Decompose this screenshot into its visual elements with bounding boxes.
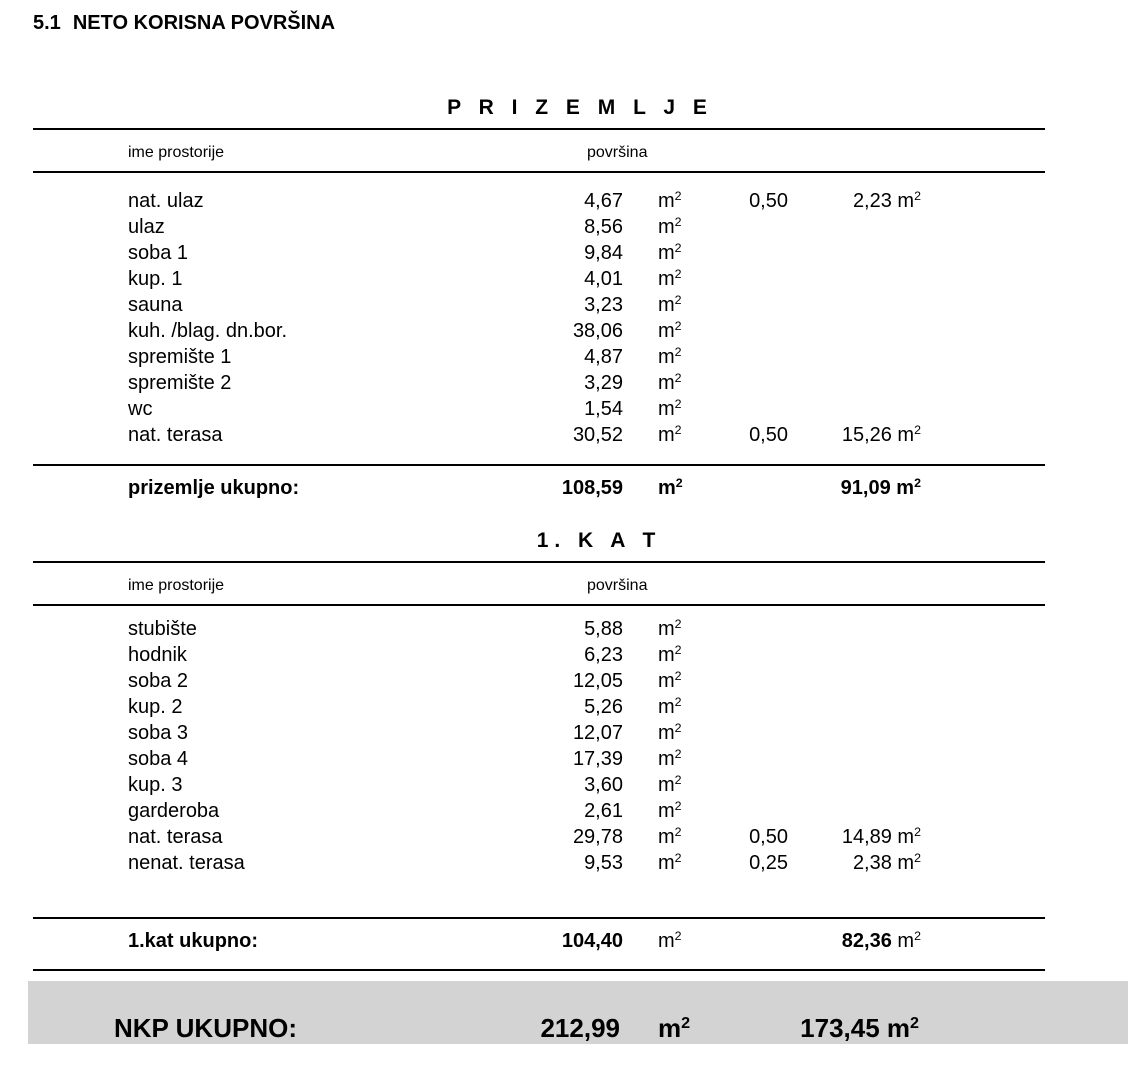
room-area: 30,52: [572, 424, 623, 446]
divider: [33, 171, 1045, 173]
total-reduced: 91,09 $m^2$: [840, 476, 921, 499]
grand-total-unit: $m^2$: [658, 1013, 691, 1043]
room-name: nat. ulaz: [128, 190, 204, 212]
room-reduced-area: 2,38 $m^2$: [852, 851, 921, 874]
room-area: 3,60: [584, 774, 623, 796]
room-row: [0, 216, 1128, 242]
room-name: soba 4: [128, 748, 189, 770]
room-name: nenat. terasa: [128, 852, 245, 874]
room-name: wc: [128, 398, 153, 420]
room-name: ulaz: [128, 216, 165, 238]
room-unit: $m^2$: [658, 371, 682, 394]
section-number: 5.1: [33, 12, 61, 34]
room-area: 38,06: [572, 320, 623, 342]
column-header-name: ime prostorije: [128, 577, 225, 594]
room-unit: $m^2$: [658, 851, 682, 874]
room-name: sauna: [128, 294, 183, 316]
room-area: 5,26: [584, 696, 623, 718]
room-name: kup. 3: [128, 774, 183, 796]
room-row: [0, 398, 1128, 424]
grand-total-reduced: 173,45 $m^2$: [800, 1013, 919, 1043]
divider: [33, 969, 1045, 971]
room-row: [0, 644, 1128, 670]
room-area: 9,53: [584, 852, 623, 874]
room-name: soba 3: [128, 722, 189, 744]
document-title: [33, 12, 335, 35]
room-coefficient: 0,25: [749, 852, 788, 874]
room-area: 29,78: [572, 826, 623, 848]
room-unit: $m^2$: [658, 669, 682, 692]
room-area: 17,39: [572, 748, 623, 770]
room-row: [0, 670, 1128, 696]
room-row: [0, 294, 1128, 320]
total-unit: $m^2$: [658, 476, 683, 499]
room-area: 3,29: [584, 372, 623, 394]
floor-title-first: 1. K A T: [536, 529, 662, 552]
divider: [33, 561, 1045, 563]
divider: [33, 128, 1045, 130]
room-unit: $m^2$: [658, 773, 682, 796]
room-unit: $m^2$: [658, 799, 682, 822]
room-name: nat. terasa: [128, 424, 223, 446]
room-area: 12,07: [572, 722, 623, 744]
room-name: kup. 2: [128, 696, 183, 718]
room-name: spremište 1: [128, 346, 232, 368]
room-unit: $m^2$: [658, 293, 682, 316]
room-coefficient: 0,50: [749, 826, 788, 848]
room-row: [0, 696, 1128, 722]
room-reduced-area: 14,89 $m^2$: [841, 825, 921, 848]
column-header-name: ime prostorije: [128, 144, 225, 161]
room-unit: $m^2$: [658, 825, 682, 848]
room-unit: $m^2$: [658, 747, 682, 770]
room-row: [0, 346, 1128, 372]
room-unit: $m^2$: [658, 695, 682, 718]
room-row: [0, 424, 1128, 450]
column-header-area: površina: [587, 577, 648, 594]
room-unit: $m^2$: [658, 189, 682, 212]
room-area: 6,23: [584, 644, 623, 666]
total-area: 104,40: [561, 930, 623, 952]
room-row: [0, 748, 1128, 774]
room-area: 12,05: [572, 670, 623, 692]
grand-total-bar: [28, 981, 1128, 1044]
room-unit: $m^2$: [658, 423, 682, 446]
first-floor-total-row: [0, 930, 1128, 956]
total-label: prizemlje ukupno:: [128, 477, 300, 499]
room-row: [0, 722, 1128, 748]
room-unit: $m^2$: [658, 345, 682, 368]
room-name: soba 2: [128, 670, 189, 692]
total-unit: $m^2$: [658, 929, 682, 952]
room-area: 8,56: [584, 216, 623, 238]
room-unit: $m^2$: [658, 267, 682, 290]
room-name: stubište: [128, 618, 197, 640]
room-area: 4,67: [584, 190, 623, 212]
room-unit: $m^2$: [658, 397, 682, 420]
room-area: 1,54: [584, 398, 623, 420]
room-row: [0, 852, 1128, 878]
room-unit: $m^2$: [658, 643, 682, 666]
room-name: garderoba: [128, 800, 220, 822]
divider: [33, 917, 1045, 919]
room-row: [0, 800, 1128, 826]
section-title: NETO KORISNA POVRŠINA: [72, 12, 336, 34]
room-name: spremište 2: [128, 372, 232, 394]
ground-floor-total-row: [0, 477, 1128, 503]
grand-total-label: NKP UKUPNO:: [114, 1013, 297, 1043]
divider: [33, 604, 1045, 606]
room-coefficient: 0,50: [749, 190, 788, 212]
room-name: kup. 1: [128, 268, 183, 290]
total-area: 108,59: [561, 477, 623, 499]
room-coefficient: 0,50: [749, 424, 788, 446]
divider: [33, 464, 1045, 466]
room-name: kuh. /blag. dn.bor.: [128, 320, 288, 342]
room-reduced-area: 2,23 $m^2$: [852, 189, 921, 212]
total-reduced: 82,36 $m^2$: [841, 929, 921, 952]
room-area: 3,23: [584, 294, 623, 316]
room-unit: $m^2$: [658, 617, 682, 640]
column-header-area: površina: [587, 144, 648, 161]
room-area: 9,84: [584, 242, 623, 264]
room-row: [0, 242, 1128, 268]
total-label: 1.kat ukupno:: [128, 930, 259, 952]
room-name: soba 1: [128, 242, 189, 264]
room-row: [0, 268, 1128, 294]
room-row: [0, 372, 1128, 398]
room-unit: $m^2$: [658, 241, 682, 264]
room-unit: $m^2$: [658, 319, 682, 342]
room-row: [0, 618, 1128, 644]
room-area: 5,88: [584, 618, 623, 640]
room-name: nat. terasa: [128, 826, 223, 848]
room-name: hodnik: [128, 644, 187, 666]
room-unit: $m^2$: [658, 721, 682, 744]
floor-title-ground: P R I Z E M L J E: [447, 96, 713, 119]
room-row: [0, 774, 1128, 800]
room-row: [0, 826, 1128, 852]
room-area: 4,87: [584, 346, 623, 368]
grand-total-area: 212,99: [540, 1013, 620, 1043]
room-row: [0, 320, 1128, 346]
room-unit: $m^2$: [658, 215, 682, 238]
room-reduced-area: 15,26 $m^2$: [841, 423, 921, 446]
room-row: [0, 190, 1128, 216]
room-area: 2,61: [584, 800, 623, 822]
room-area: 4,01: [584, 268, 623, 290]
